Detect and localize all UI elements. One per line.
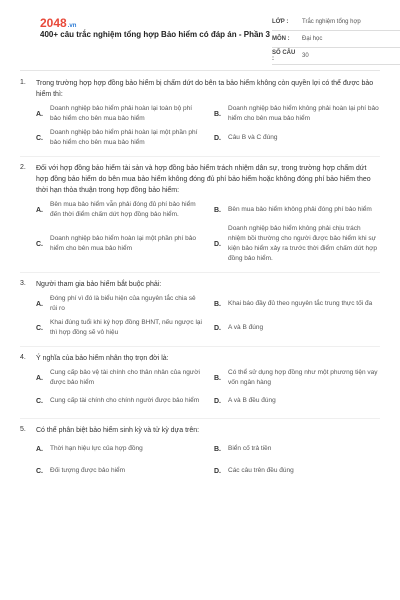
option-letter: B.	[214, 374, 221, 382]
question-list	[20, 78, 380, 486]
option-b[interactable]	[214, 200, 380, 220]
option-letter: A.	[36, 206, 43, 214]
question-2	[20, 163, 380, 273]
question-text: Trong trường hợp hợp đồng bảo hiểm bị chấm dứt do bên ta bảo hiểm không còn quyền lợi có thể được bảo hiểm thì:	[36, 80, 374, 98]
question-number: 5.	[20, 426, 26, 433]
option-text: Biển cố trả tiền	[228, 445, 272, 452]
option-letter: C.	[36, 397, 43, 405]
option-letter: A.	[36, 110, 43, 118]
header	[20, 0, 380, 62]
option-text: Có thể sử dụng hợp đồng như một phương tiện vay vốn ngân hàng	[228, 369, 378, 386]
option-c[interactable]	[36, 318, 202, 338]
option-letter: D.	[214, 240, 221, 248]
question-3	[20, 279, 380, 347]
option-letter: C.	[36, 134, 43, 142]
option-letter: C.	[36, 467, 43, 475]
options	[36, 104, 380, 148]
question-4	[20, 353, 380, 419]
meta-value: Đại học	[302, 36, 323, 42]
question-divider	[20, 156, 380, 157]
option-letter: D.	[214, 467, 221, 475]
page-title: 400+ câu trắc nghiệm tổng hợp Bảo hiểm có đáp án - Phần 3	[40, 30, 270, 39]
logo-tld: .vn	[67, 23, 77, 29]
meta-label: MÔN :	[272, 36, 290, 42]
option-c[interactable]	[36, 128, 202, 148]
option-a[interactable]	[36, 104, 202, 124]
option-text: Đóng phí vì đó là biểu hiện của nguyên tắc chia sẻ rủi ro	[50, 295, 196, 312]
option-text: Khai đúng tuổi khi ký hợp đồng BHNT, nếu ngược lại thì hợp đồng sẽ vô hiệu	[50, 319, 202, 336]
option-text: Cung cấp tài chính cho chính người được bảo hiểm	[50, 397, 200, 404]
options	[36, 368, 380, 410]
option-letter: D.	[214, 397, 221, 405]
option-a[interactable]	[36, 440, 202, 458]
logo-main: 2048	[40, 16, 67, 30]
option-b[interactable]	[214, 368, 380, 388]
option-d[interactable]	[214, 224, 380, 264]
option-letter: A.	[36, 445, 43, 453]
option-letter: B.	[214, 300, 221, 308]
option-c[interactable]	[36, 462, 202, 480]
options	[36, 200, 380, 264]
meta-value: 30	[302, 53, 309, 59]
question-number: 4.	[20, 354, 26, 361]
option-c[interactable]	[36, 392, 202, 410]
option-text: Bên mua bảo hiểm vẫn phải đóng đủ phí bảo hiểm đến thời điểm chấm dứt hợp đồng bảo hiểm.	[50, 201, 196, 218]
option-d[interactable]	[214, 128, 380, 148]
question-divider	[20, 272, 380, 273]
option-text: Cung cấp bảo vệ tài chính cho thân nhân của người được bảo hiểm	[50, 369, 200, 386]
option-text: Các câu trên đều đúng	[228, 467, 294, 474]
option-text: Câu B và C đúng	[228, 134, 278, 141]
meta-value: Trắc nghiệm tổng hợp	[302, 19, 361, 25]
option-letter: D.	[214, 134, 221, 142]
question-text: Có thể phân biệt bảo hiểm sinh kỳ và tử kỳ dựa trên:	[36, 427, 200, 434]
option-b[interactable]	[214, 440, 380, 458]
option-text: Doanh nghiệp bảo hiểm không phải hoàn lại phí bảo hiểm cho bên mua bảo hiểm	[228, 105, 379, 122]
option-letter: C.	[36, 240, 43, 248]
option-d[interactable]	[214, 392, 380, 410]
question-divider	[20, 418, 380, 419]
option-b[interactable]	[214, 104, 380, 124]
option-a[interactable]	[36, 200, 202, 220]
options	[36, 440, 380, 480]
option-text: Đối tượng được bảo hiểm	[50, 467, 126, 474]
question-text: Đối với hợp đồng bảo hiểm tài sản và hợp đồng bảo hiểm trách nhiệm dân sự, trong trường hợp chấm dứt hợp đồng bảo hiểm do bên mua bảo hiểm không đóng đủ phí bảo hiểm hoặc không đóng phí bảo hiểm theo thời hạn thỏa thuận trong hợp đồng bảo hiểm:	[36, 165, 371, 194]
question-divider	[20, 346, 380, 347]
question-1	[20, 78, 380, 157]
site-logo[interactable]	[40, 16, 76, 30]
option-letter: B.	[214, 110, 221, 118]
meta-row-subject	[272, 31, 400, 48]
question-5	[20, 425, 380, 480]
option-text: A và B đều đúng	[228, 397, 276, 404]
meta-panel	[272, 14, 400, 65]
option-letter: B.	[214, 445, 221, 453]
option-letter: A.	[36, 300, 43, 308]
meta-label: LỚP :	[272, 19, 289, 25]
option-letter: B.	[214, 206, 221, 214]
option-a[interactable]	[36, 294, 202, 314]
option-text: Doanh nghiệp bảo hiểm hoàn lại một phần phí bảo hiểm cho bên mua bảo hiểm	[50, 235, 196, 252]
option-d[interactable]	[214, 462, 380, 480]
option-letter: D.	[214, 324, 221, 332]
question-number: 3.	[20, 280, 26, 287]
question-text: Người tham gia bảo hiểm bắt buộc phải:	[36, 281, 162, 288]
question-number: 2.	[20, 164, 26, 171]
option-letter: C.	[36, 324, 43, 332]
meta-label: SỐ CÂU :	[272, 50, 296, 62]
option-text: Bên mua bảo hiểm không phải đóng phí bảo hiểm	[228, 206, 372, 213]
options	[36, 294, 380, 338]
question-text: Ý nghĩa của bảo hiểm nhân thọ trọn đời là:	[36, 355, 169, 362]
option-text: Khai báo đầy đủ theo nguyên tắc trung thực tối đa	[228, 300, 373, 307]
question-number: 1.	[20, 79, 26, 86]
option-text: Thời hạn hiệu lực của hợp đồng	[50, 445, 143, 452]
option-text: Doanh nghiệp bảo hiểm phải hoàn lại một phần phí bảo hiểm cho bên mua bảo hiểm	[50, 129, 198, 146]
meta-row-count	[272, 48, 400, 65]
option-letter: A.	[36, 374, 43, 382]
header-divider	[20, 70, 380, 71]
option-a[interactable]	[36, 368, 202, 388]
option-c[interactable]	[36, 224, 202, 264]
option-text: A và B đúng	[228, 324, 264, 331]
option-b[interactable]	[214, 294, 380, 314]
meta-row-class	[272, 14, 400, 31]
option-d[interactable]	[214, 318, 380, 338]
option-text: Doanh nghiệp bảo hiểm không phải chịu trách nhiệm bồi thường cho người được bảo hiểm khi sự kiện bảo hiểm xảy ra trước thời điểm chấm dứt hợp đồng bảo hiểm.	[228, 225, 378, 262]
option-text: Doanh nghiệp bảo hiểm phải hoàn lại toàn bộ phí bảo hiểm cho bên mua bảo hiểm	[50, 105, 193, 122]
